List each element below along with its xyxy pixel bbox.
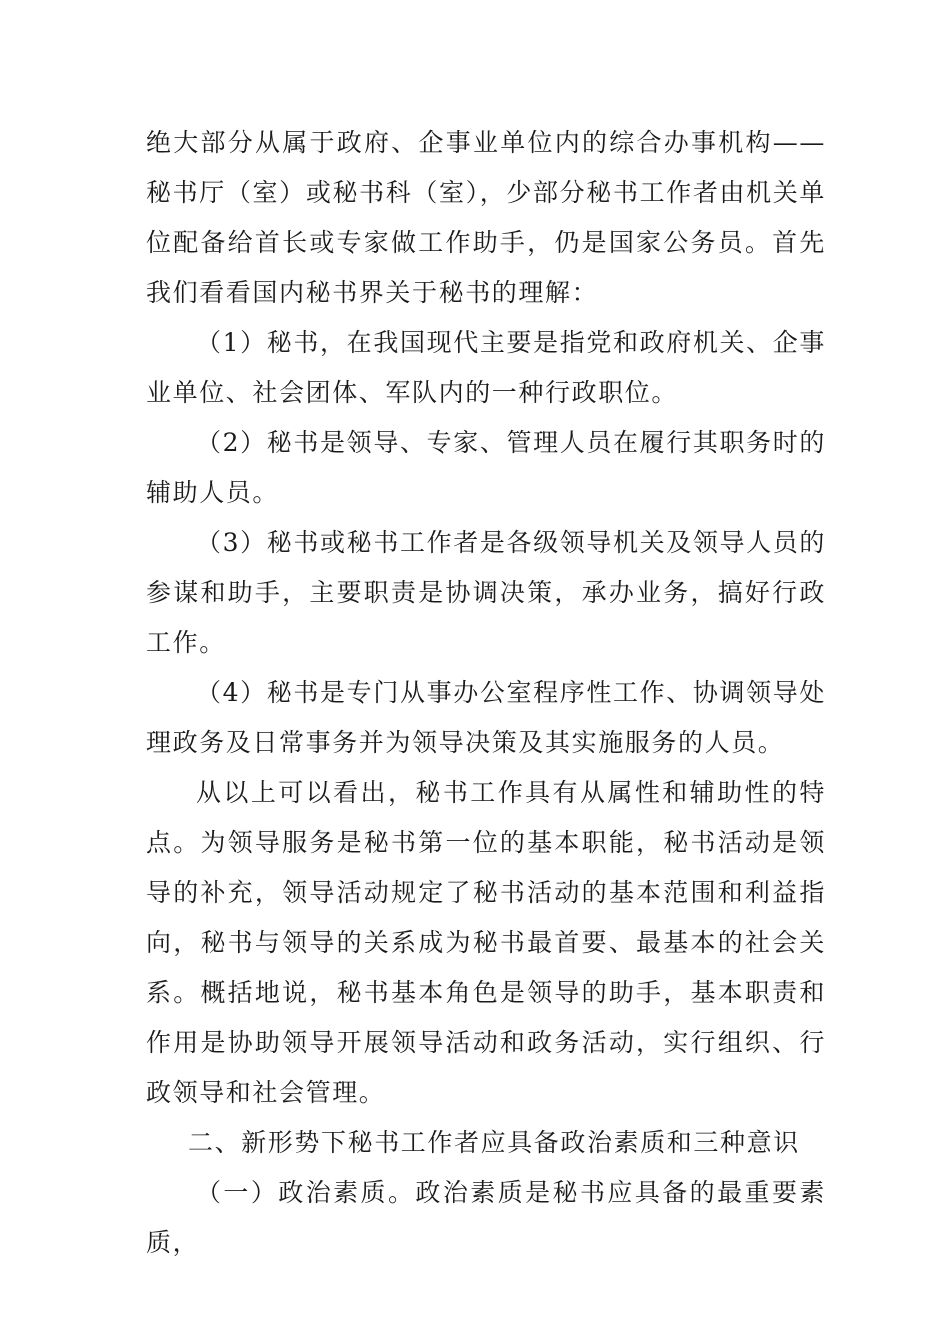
document-body	[146, 118, 826, 1268]
paragraph-political-quality: （一）政治素质。政治素质是秘书应具备的最重要素质，	[146, 1178, 826, 1257]
paragraph-definition-4: （4）秘书是专门从事办公室程序性工作、协调领导处理政务及日常事务并为领导决策及其实施服务的人员。	[146, 678, 826, 757]
paragraph-summary: 从以上可以看出，秘书工作具有从属性和辅助性的特点。为领导服务是秘书第一位的基本职能，秘书活动是领导的补充，领导活动规定了秘书活动的基本范围和利益指向，秘书与领导的关系成为秘书最首要、最基本的社会关系。概括地说，秘书基本角色是领导的助手，基本职责和作用是协助领导开展领导活动和政务活动，实行组织、行政领导和社会管理。	[146, 778, 826, 1107]
paragraph-intro: 绝大部分从属于政府、企事业单位内的综合办事机构——秘书厅（室）或秘书科（室），少部分秘书工作者由机关单位配备给首长或专家做工作助手，仍是国家公务员。首先我们看看国内秘书界关于秘书的理解：	[146, 128, 826, 307]
paragraph-definition-3: （3）秘书或秘书工作者是各级领导机关及领导人员的参谋和助手，主要职责是协调决策，承办业务，搞好行政工作。	[146, 528, 826, 657]
section-heading: 二、新形势下秘书工作者应具备政治素质和三种意识	[188, 1128, 800, 1157]
paragraph-definition-2: （2）秘书是领导、专家、管理人员在履行其职务时的辅助人员。	[146, 428, 826, 507]
paragraph-definition-1: （1）秘书，在我国现代主要是指党和政府机关、企事业单位、社会团体、军队内的一种行政职位。	[146, 328, 826, 407]
